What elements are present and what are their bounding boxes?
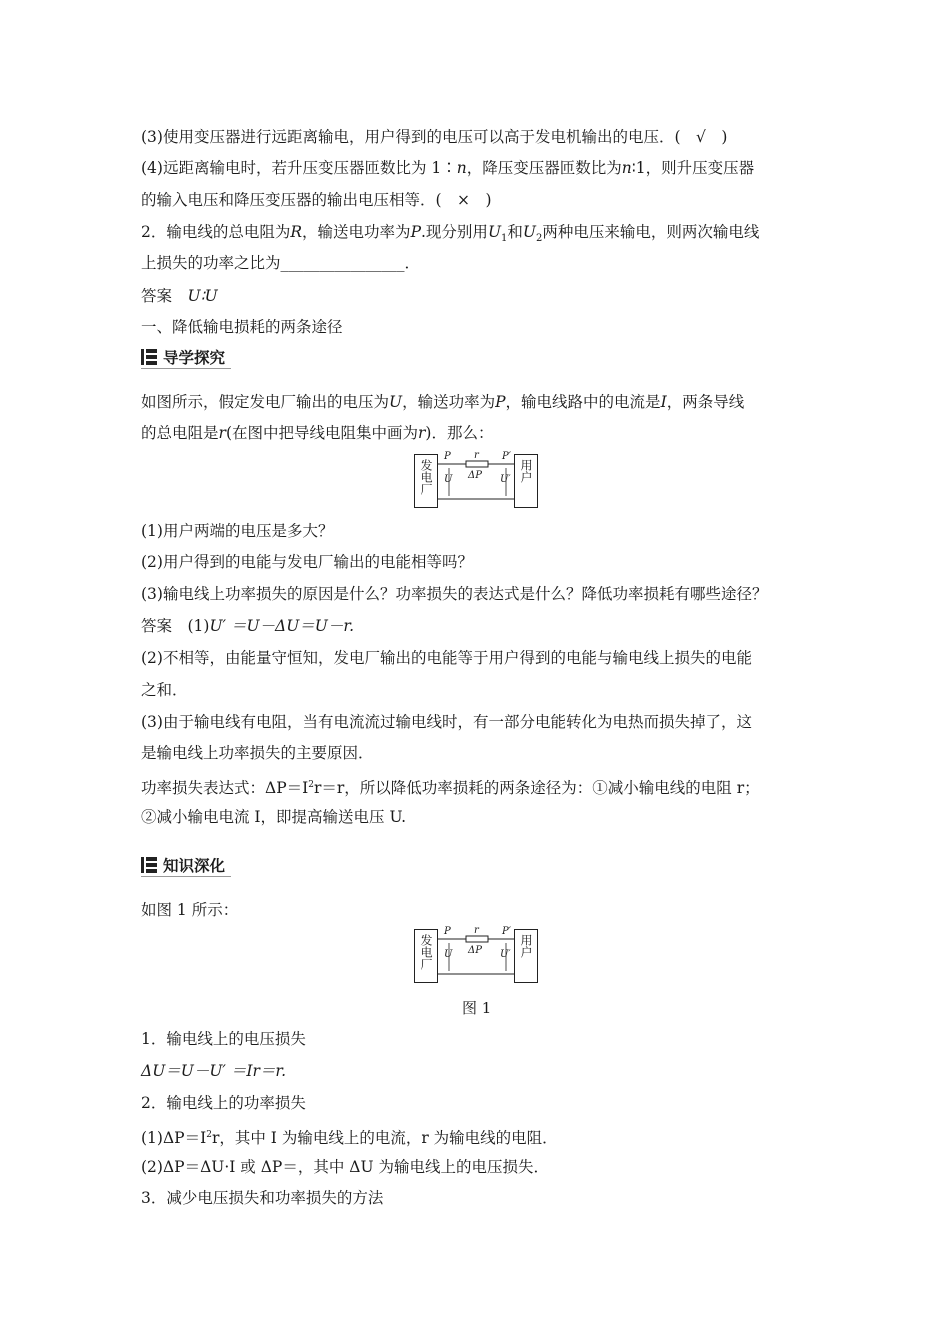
question-2-line2: 上损失的功率之比为________________． bbox=[141, 254, 421, 272]
heading-guided-inquiry bbox=[141, 346, 225, 368]
circuit-diagram-1: 发电厂 用户 P r P′ U ΔP U′ bbox=[414, 454, 538, 508]
intro-line1: 如图所示，假定发电厂输出的电压为U，输送功率为P，输电线路中的电流是I，两条导线 bbox=[141, 393, 745, 411]
power-loss-expression: 功率损失表达式：$\Delta P=I^2r=r$，所以降低功率损耗的两条途径为：①减小输电线的电阻 r； bbox=[141, 779, 760, 798]
power-plant-box: 发电厂 bbox=[414, 929, 438, 983]
answer-1: 答案 (1)U′ ＝U－ΔU＝U－r. bbox=[141, 617, 354, 635]
point-1-equation: ΔU＝U－U′ ＝Ir＝r. bbox=[141, 1062, 286, 1080]
figure-caption: 图 1 bbox=[462, 999, 492, 1017]
statement-4-line2: 的输入电压和降压变压器的输出电压相等．( × ) bbox=[141, 191, 492, 209]
figure-intro: 如图 1 所示： bbox=[141, 901, 239, 919]
heading-knowledge-deepening bbox=[141, 854, 225, 876]
point-3: 3．减少电压损失和功率损失的方法 bbox=[141, 1189, 384, 1207]
intro-line2: 的总电阻是r(在图中把导线电阻集中画为r)．那么： bbox=[141, 424, 494, 442]
answer-2-line1: (2)不相等，由能量守恒知，发电厂输出的电能等于用户得到的电能与输电线上损失的电能 bbox=[141, 649, 752, 667]
question-3: (3)输电线上功率损失的原因是什么？功率损失的表达式是什么？降低功率损耗有哪些途径？ bbox=[141, 585, 768, 603]
user-box: 用户 bbox=[514, 929, 538, 983]
circuit-diagram-2: 发电厂 用户 P r P′ U ΔP U′ bbox=[414, 929, 538, 983]
question-2: (2)用户得到的电能与发电厂输出的电能相等吗？ bbox=[141, 553, 473, 571]
point-2: 2．输电线上的功率损失 bbox=[141, 1094, 306, 1112]
user-box: 用户 bbox=[514, 454, 538, 508]
point-2b: (2)ΔP＝ΔU·I 或 ΔP＝，其中 ΔU 为输电线上的电压损失． bbox=[141, 1158, 549, 1176]
statement-4-line1: (4)远距离输电时，若升压变压器匝数比为 1∶n，降压变压器匝数比为n∶1，则升压变压器 bbox=[141, 159, 755, 177]
question-1: (1)用户两端的电压是多大？ bbox=[141, 522, 334, 540]
power-loss-method: ②减小输电电流 I，即提高输送电压 U. bbox=[141, 808, 407, 826]
circuit-wires bbox=[414, 929, 538, 983]
power-plant-box: 发电厂 bbox=[414, 454, 438, 508]
point-1: 1．输电线上的电压损失 bbox=[141, 1030, 306, 1048]
heading-icon bbox=[141, 349, 157, 365]
answer-3-line2: 是输电线上功率损失的主要原因． bbox=[141, 744, 374, 762]
statement-3: (3)使用变压器进行远距离输电，用户得到的电压可以高于发电机输出的电压．( √ ) bbox=[141, 128, 728, 146]
answer-2: 答案 U∶U bbox=[141, 287, 218, 305]
section-title: 一、降低输电损耗的两条途径 bbox=[141, 318, 343, 336]
question-2-line1: 2．输电线的总电阻为R，输送电功率为P.现分别用$U_1$和$U_2$两种电压来输电，则两次输电线 bbox=[141, 223, 760, 245]
heading-label: 导学探究 bbox=[163, 349, 226, 367]
point-2a: $(1)\Delta P=I^2r$，其中 I 为输电线上的电流，r 为输电线的电阻． bbox=[141, 1129, 558, 1148]
heading-underline bbox=[141, 876, 231, 877]
answer-3-line1: (3)由于输电线有电阻，当有电流流过输电线时，有一部分电能转化为电热而损失掉了，这 bbox=[141, 713, 752, 731]
heading-label: 知识深化 bbox=[163, 857, 226, 875]
heading-icon bbox=[141, 857, 157, 873]
heading-underline bbox=[141, 368, 231, 369]
circuit-wires bbox=[414, 454, 538, 508]
answer-2-line2: 之和． bbox=[141, 681, 188, 699]
